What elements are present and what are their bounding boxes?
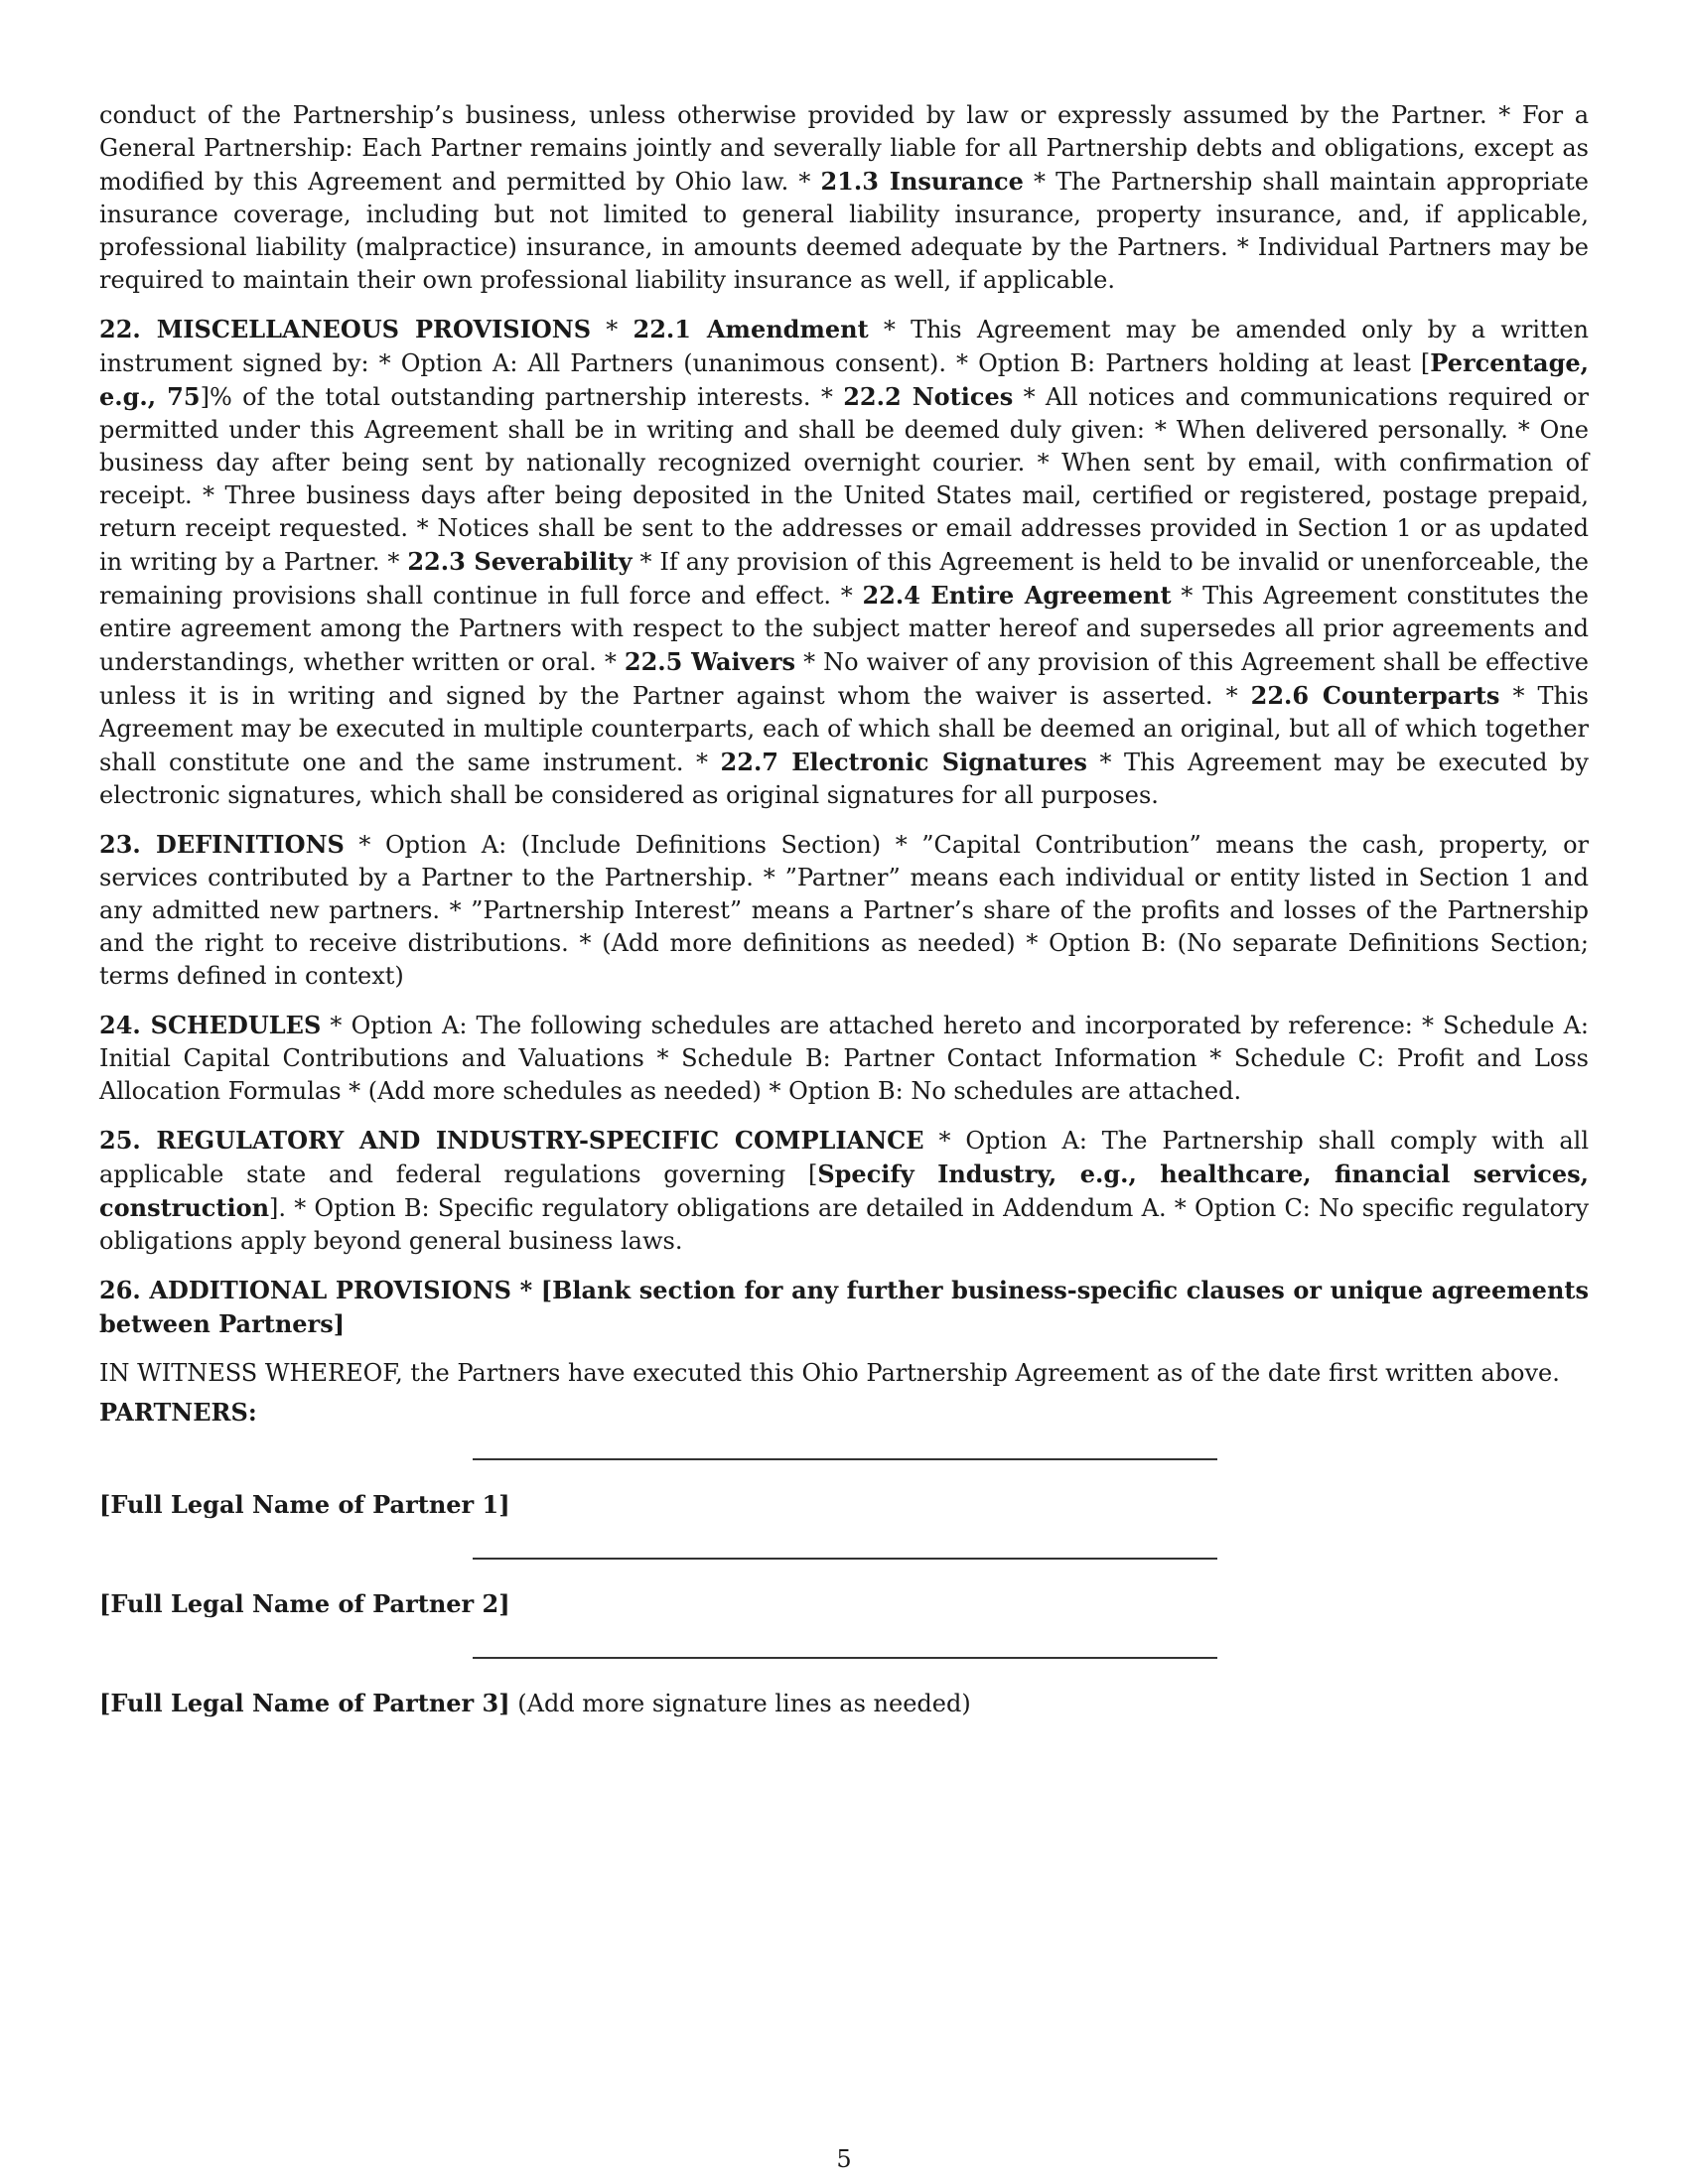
body-text: * Option A: The following schedules are attached hereto and incorporated by reference: * Schedule A: Initial Capital Contributions and Valuations * Schedule B: Partner Contact Information * Schedule C: Profit and Loss Allocation Formulas * (Add more schedules as needed) * Option B: No schedules are attached.	[99, 1012, 1589, 1105]
body-text: * Option A: The Partnership shall comply with all applicable state and federal regulations governing [	[99, 1127, 1589, 1188]
witness-statement: IN WITNESS WHEREOF, the Partners have executed this Ohio Partnership Agreement as of the date first written above.	[99, 1359, 1560, 1387]
body-text: *	[591, 316, 633, 343]
signature-name	[99, 1587, 510, 1621]
section-22-miscellaneous	[99, 313, 1589, 812]
placeholder-industry: Specify Industry, e.g., healthcare, financial services, construction	[99, 1160, 1589, 1222]
clause-heading-electronic-signatures: 22.7 Electronic Signatures	[720, 748, 1087, 776]
signature-block-2	[99, 1548, 1589, 1647]
section-23-definitions	[99, 828, 1589, 993]
body-text: * Option A: (Include Definitions Section) * ”Capital Contribution” means the cash, property, or services contributed by a Partner to the Partnership. * ”Partner” means each individual or entity listed in Section 1 and any admitted new partners. * ”Partnership Interest” means a Partner’s share of the profits and losses of the Partnership and the right to receive distributions. * (Add more definitions as needed) * Option B: (No separate Definitions Section; terms defined in context)	[99, 831, 1589, 990]
partners-heading: PARTNERS:	[99, 1398, 257, 1427]
body-text: * No waiver of any provision of this Agreement shall be effective unless it is in writing and signed by the Partner against whom the waiver is asserted. *	[99, 648, 1589, 710]
section-heading-24: 24. SCHEDULES	[99, 1011, 322, 1039]
section-26-additional	[99, 1274, 1589, 1341]
paragraph-liability-insurance	[99, 99, 1589, 297]
signature-line[interactable]	[473, 1458, 1217, 1460]
signature-line[interactable]	[473, 1657, 1217, 1659]
body-text: * This Agreement may be amended only by a written instrument signed by: * Option A: All Partners (unanimous consent). * Option B: Partners holding at least [	[99, 316, 1589, 377]
clause-heading-insurance: 21.3 Insurance	[820, 167, 1024, 196]
body-text: * This Agreement may be executed by electronic signatures, which shall be considered as original signatures for all purposes.	[99, 749, 1589, 809]
signature-name	[99, 1488, 510, 1522]
section-24-schedules	[99, 1009, 1589, 1108]
body-text: * This Agreement constitutes the entire agreement among the Partners with respect to the subject matter hereof and supersedes all prior agreements and understandings, whether written or oral. *	[99, 582, 1590, 676]
clause-heading-amendment: 22.1 Amendment	[633, 315, 869, 343]
signature-note: (Add more signature lines as needed)	[509, 1690, 971, 1717]
placeholder-percentage: Percentage, e.g., 75	[99, 348, 1589, 411]
document-page	[99, 99, 1589, 1746]
body-text: * This Agreement may be executed in multiple counterparts, each of which shall be deemed an original, but all of which together shall constitute one and the same instrument. *	[99, 682, 1590, 776]
placeholder-blank-section: [Blank section for any further business-specific clauses or unique agreements between Partners]	[99, 1276, 1590, 1338]
body-text: conduct of the Partnership’s business, unless otherwise provided by law or expressly assumed by the Partner. * For a General Partnership: Each Partner remains jointly and severally liable for all Partnership debts and obligations, except as modified by this Agreement and permitted by Ohio law. *	[99, 101, 1589, 196]
signature-block-3	[99, 1647, 1589, 1746]
signature-line[interactable]	[473, 1558, 1217, 1560]
clause-heading-waivers: 22.5 Waivers	[624, 647, 796, 676]
section-25-regulatory	[99, 1124, 1589, 1258]
partner-name: [Full Legal Name of Partner 2]	[99, 1589, 510, 1618]
signature-name	[99, 1687, 971, 1720]
clause-heading-notices: 22.2 Notices	[843, 382, 1014, 411]
body-text: *	[510, 1276, 541, 1304]
page-number: 5	[836, 2145, 852, 2173]
section-heading-23: 23. DEFINITIONS	[99, 830, 345, 859]
clause-heading-severability: 22.3 Severability	[407, 547, 633, 576]
section-heading-25: 25. REGULATORY AND INDUSTRY-SPECIFIC COMPLIANCE	[99, 1126, 924, 1155]
clause-heading-entire-agreement: 22.4 Entire Agreement	[862, 581, 1172, 610]
body-text: * The Partnership shall maintain appropriate insurance coverage, including but not limited to general liability insurance, property insurance, and, if applicable, professional liability (malpractice) insurance, in amounts deemed adequate by the Partners. * Individual Partners may be required to maintain their own professional liability insurance as well, if applicable.	[99, 168, 1589, 294]
body-text: * If any provision of this Agreement is held to be invalid or unenforceable, the remaining provisions shall continue in full force and effect. *	[99, 548, 1589, 610]
signature-block-1	[99, 1448, 1589, 1548]
body-text: ]. * Option B: Specific regulatory obligations are detailed in Addendum A. * Option C: No specific regulatory obligations apply beyond general business laws.	[99, 1194, 1589, 1255]
clause-heading-counterparts: 22.6 Counterparts	[1250, 681, 1500, 710]
section-heading-26: 26. ADDITIONAL PROVISIONS	[99, 1276, 511, 1304]
partner-name: [Full Legal Name of Partner 3]	[99, 1689, 510, 1717]
body-text: ]% of the total outstanding partnership interests. *	[200, 383, 844, 411]
body-text: * All notices and communications required or permitted under this Agreement shall be in writing and shall be deemed duly given: * When delivered personally. * One business day after being sent by nationally recognized overnight courier. * When sent by email, with confirmation of receipt. * Three business days after being deposited in the United States mail, certified or registered, postage prepaid, return receipt requested. * Notices shall be sent to the addresses or email addresses provided in Section 1 or as updated in writing by a Partner. *	[99, 383, 1590, 576]
partner-name: [Full Legal Name of Partner 1]	[99, 1490, 510, 1519]
section-heading-22: 22. MISCELLANEOUS PROVISIONS	[99, 315, 592, 343]
